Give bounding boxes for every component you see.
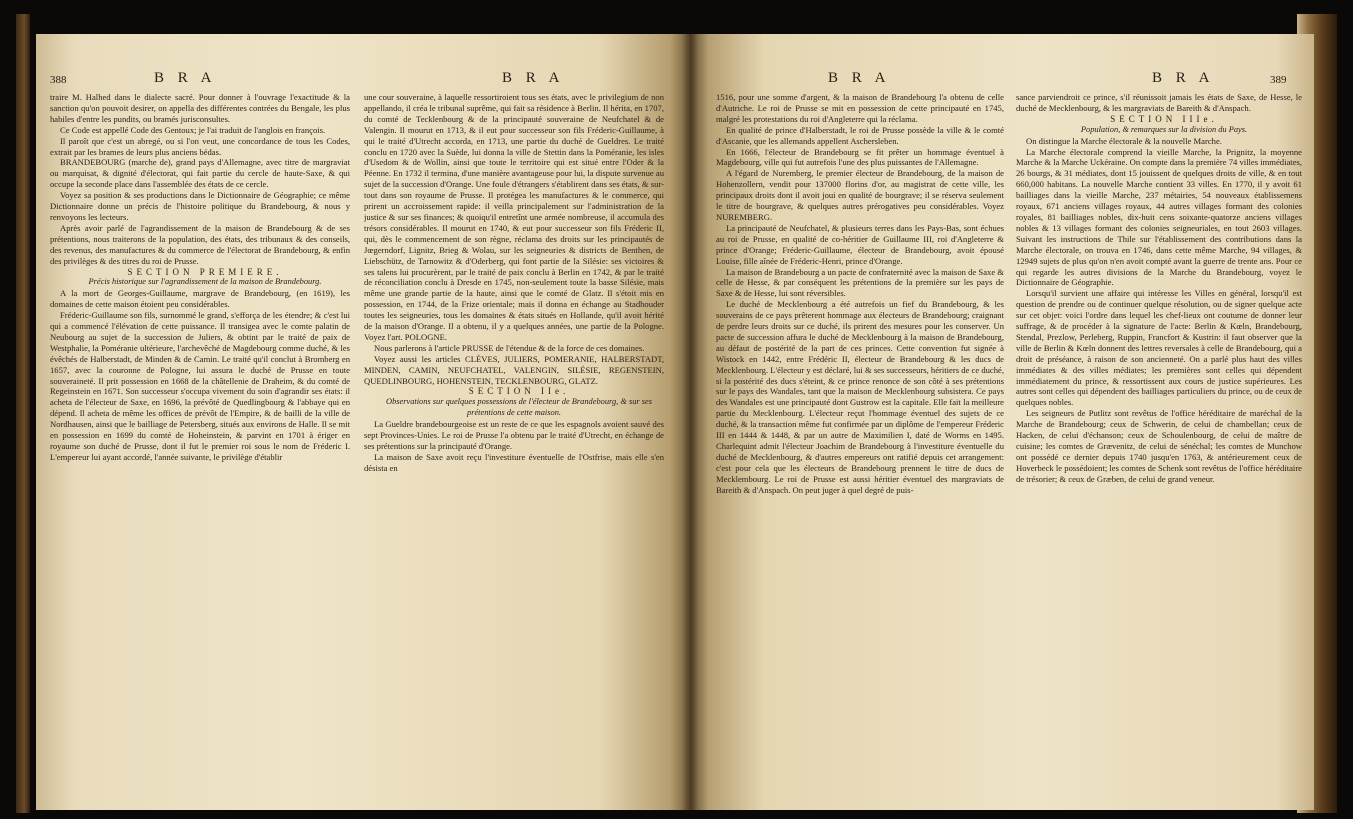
paragraph: Fréderic-Guillaume son fils, surnommé le grand, s'efforça de les étendre; & c'est lui qui a commencé l'élévation de cette puissance. Il transigea avec le comte palatin de Neubourg au sujet de la succession de Juliers, & obtint par le traité de paix de Westphalie, la Poméranie ultérieure, l'archevêché de Magdebourg comme duché, & les évêchés de Halberstadt, de Minden & de Camin. Le traité qu'il conclut à Bromberg en 1657, avec la couronne de Pologne, lui assura le duché de Prusse en toute souveraineté. Il prit possession en 1668 de la châtellenie de Draheim, & du comté de Regeinstein en 1671. Son successeur s'occupa vivement du soin d'agrandir ses états: il acheta de l'électeur de Saxe, en 1696, la prévôté de Quedlingbourg & l'abbaye qui en dépend. Il acheta de même les offices de prévôt de l'Empire, & de bailli de la ville de Nordhausen, ainsi que le bailliage de Petersberg, situés aux environs de Halle. Il se mit en possession en 1699 du comté de Hoheinstein, & parvint en 1701 à ériger en royaume son duché de Prusse, dont il fut le premier roi sous le nom de Fréderic I. L'empereur lui ayant accordé, l'année suivante, le privilège d'établir xyxy=(50,310,350,462)
page-number-left: 388 xyxy=(50,74,67,86)
left-page-column-1 xyxy=(50,92,350,810)
paragraph: Nous parlerons à l'article PRUSSE de l'étendue & de la force de ces domaines. xyxy=(374,342,645,353)
page-number-right: 389 xyxy=(1270,74,1287,86)
right-page-column-1 xyxy=(716,92,1004,810)
paragraph: Voyez aussi les articles CLÈVES, JULIERS, POMERANIE, HALBERSTADT, MINDEN, CAMIN, NEUFCHATEL, VALENGIN, SILÉSIE, REGENSTEIN, QUEDLINBOURG, HOHENSTEIN, TECKLENBOURG, GLATZ. xyxy=(364,353,664,386)
running-header-left-2: B R A xyxy=(502,70,565,86)
section-subtitle: Population, & remarques sur la division du Pays. xyxy=(1080,124,1248,134)
paragraph: La maison de Saxe avoit reçu l'investiture éventuelle de l'Ostfrise, mais elle s'en désista en xyxy=(364,451,664,473)
paragraph: Il paroît que c'est un abregé, ou si l'on veut, une concordance de tous les Codes, extrait par les brames de leurs plus anciens bédas. xyxy=(50,135,350,157)
section-title: SECTION IIIe. xyxy=(1110,113,1218,124)
paragraph: A la mort de Georges-Guillaume, margrave de Brandebourg, (en 1619), les domaines de cette maison étoient peu considérables. xyxy=(50,288,350,310)
paragraph: Les seigneurs de Putlitz sont revêtus de l'office héréditaire de maréchal de la Marche de Brandebourg; ceux de Schwerin, de celui de chambellan; ceux de Hacken, de celui d'échanson; ceux de Schoulenbourg, de celui de maître de cuisine; les comtes de Grævenitz, de celui de sénéchal; les comtes de Munchow ont possédé ce dernier depuis 1740 jusqu'en 1763, & antérieurement ceux de Hoverbeck le possédoient; les comtes de Schenk sont revêtus de l'office héréditaire de trésorier; & ceux de Græben, de celui de grand veneur. xyxy=(1016,408,1302,484)
section-subtitle: Précis historique sur l'agrandissement de la maison de Brandebourg. xyxy=(88,277,322,287)
book-cover-left-edge xyxy=(16,14,30,813)
paragraph: La principauté de Neufchatel, & plusieurs terres dans les Pays-Bas, sont échues au roi de Prusse, en qualité de co-héritier de Guillaume III, roi d'Angleterre & prince d'Orange; Fréderic-Guillaume, électeur de Brandebourg, avoit épousé Louise, fille aînée de Fréderic-Henri, prince d'Orange. xyxy=(716,222,1004,266)
running-header-left-1: B R A xyxy=(154,70,217,86)
paragraph: En qualité de prince d'Halberstadt, le roi de Prusse possède la ville & le comté d'Ascanie, que les allemands appellent Aschersleben. xyxy=(716,124,1004,146)
paragraph: Lorsqu'il survient une affaire qui intéresse les Villes en général, lorsqu'il est question de prendre ou de continuer quelque résolution, ou de signer quelque acte sur cet objet: voici l'ordre dans lequel les chef-lieux ont coutume de donner leur suffrage, & de procéder à la signature de l'acte: Berlin & Kœln, Brandebourg, Stendal, Prezlow, Perleberg, Ruppin, Francfort & Kustrin: il faut observer que la ville de Berlin & Kœln donnent des lettres reversales à celle de Brandebourg, qui a droit de préséance, à raison de son ancienneté. On a parlé plus haut des villes immédiates & des villes médiates; les premières sont celles qui dépendent immédiatement du prince, & ressortissent aux cours de justice supérieures. Les autres sont celles qui dépendent des bailliages particuliers du prince, ou de ceux de quelques nobles. xyxy=(1016,288,1302,408)
running-header-right-2: B R A xyxy=(1152,70,1215,86)
paragraph: On distingue la Marche électorale & la nouvelle Marche. xyxy=(1026,135,1222,146)
paragraph: Ce Code est appellé Code des Gentoux; je l'ai traduit de l'anglois en françois. xyxy=(60,124,326,135)
paragraph: A l'égard de Nuremberg, le premier électeur de Brandebourg, de la maison de Hohenzollern, vendit pour 137000 florins d'or, au magistrat de cette ville, les principaux droits dont il avoit joui en qualité de bourgrave; il se réserva seulement le titre de bourgrave, & quelques autres prérogatives peu considérables. Voyez NUREMBERG. xyxy=(716,168,1004,222)
paragraph: traire M. Halhed dans le dialecte sacré. Pour donner à l'ouvrage l'exactitude & la sanction qu'on pouvoit desirer, on appella des différentes contrées du Bengale, les plus habiles d'entre les pundits, ou bramés jurisconsultes. xyxy=(50,92,350,124)
book-gutter xyxy=(682,34,698,810)
left-page-column-2 xyxy=(364,92,664,810)
paragraph: Après avoir parlé de l'agrandissement de la maison de Brandebourg & de ses prétentions, nous traiterons de la population, des états, des tribunaux & des conseils, des revenus, des manufactures & du commerce de l'électorat de Brandebourg, & enfin des privilèges & des titres du roi de Prusse. xyxy=(50,222,350,266)
right-page-column-2 xyxy=(1016,92,1302,810)
section-title: SECTION PREMIERE. xyxy=(127,266,283,277)
paragraph: En 1666, l'électeur de Brandebourg se fit prêter un hommage éventuel à Magdebourg, ville qui fut autrefois l'une des plus puissantes de l'Allemagne. xyxy=(716,146,1004,168)
running-header-right-1: B R A xyxy=(828,70,891,86)
left-page xyxy=(36,34,690,810)
paragraph: La Gueldre brandebourgeoise est un reste de ce que les espagnols avoient sauvé des sept Provinces-Unies. Le roi de Prusse l'a obtenu par le traité d'Utrecht, en échange de ses prétentions sur la principauté d'Orange. xyxy=(364,419,664,451)
paragraph: 1516, pour une somme d'argent, & la maison de Brandebourg l'a obtenu de celle d'Autriche. Le roi de Prusse se mit en possession de cette principauté en 1745, malgré les protestations du roi d'Angleterre qui la réclama. xyxy=(716,92,1004,124)
paragraph: Voyez sa position & ses productions dans le Dictionnaire de Géographie; ce même Dictionnaire donne un précis de l'histoire politique du Brandebourg, & nous y renvoyons les lecteurs. xyxy=(50,190,350,222)
paragraph: La maison de Brandebourg a un pacte de confraternité avec la maison de Saxe & celle de Hesse, & par conséquent les prétentions de la première sur les pays de Saxe & de Hesse, lui sont réversibles. xyxy=(716,266,1004,299)
section-subtitle: Observations sur quelques possessions de l'électeur de Brandebourg, & sur ses prétentions de cette maison. xyxy=(386,397,652,418)
paragraph: une cour souveraine, à laquelle ressortiroient tous ses états, avec le privilegium de non appellando, il créa le tribunal suprême, qui fait sa résidence à Berlin. Il hérita, en 1707, du comté de Tecklenbourg & de la principauté souveraine de Neufchatel & de Valengin. Il mourut en 1713, & il eut pour successeur son fils Fréderic-Guillaume, à qui le traité d'Utrecht accorda, en 1713, une partie du duché de Gueldres. Le traité conclu en 1720 avec la Suède, lui donna la ville de Stettin dans la Poméranie, les isles d'Usedom & de Wollin, ainsi que toute le territoire qui est situé entre l'Oder & la Péenne. En 1732 il termina, d'une manière avantageuse pour lui, la dispute survenue au sujet de la succession d'Orange. Une foule d'étrangers s'établirent dans ses états, & sur-tout dans son royaume de Prusse. Il protégea les manufactures & le commerce, qui prirent un accroissement rapide: il veilla principalement sur l'administration de la justice & sur ses finances; & quoiqu'il entretînt une armée nombreuse, il accumula des trésors considérables. Il mourut en 1740, & eut pour successeur son fils Fréderic II, qui, dès le commencement de son règne, réclama des droits sur les principautés de Jœgerndorf, Lignitz, Brieg & Wolau, sur les seigneuries & districts de Benthen, de Liebschütz, de Tarnowitz & d'Oderberg, qui font partie de la Silésie: ses victoires & ses talens lui procurèrent, par le traité de paix conclu à Berlin en 1742, & par le traité de réconciliation conclu à Dresde en 1745, non-seulement toute la basse Silésie, mais même une grande partie de la haute, ainsi que le comté de Glatz. Il s'étoit mis en possession, en 1744, de la Frize orientale; mais il donna en échange au Stadhouder toutes les seigneuries, tous les domaines & états situés en Hollande, qu'il avoit hérité de la maison d'Orange. Il a obtenu, il y a quelques années, une partie de la Pologne. Voyez l'art. POLOGNE. xyxy=(364,92,664,342)
paragraph: sance parviendroit ce prince, s'il réunissoit jamais les états de Saxe, de Hesse, le duché de Mecklenbourg, & les margraviats de Bareith & d'Anspach. xyxy=(1016,92,1302,113)
paragraph: La Marche électorale comprend la vieille Marche, la Prignitz, la moyenne Marche & la Marche Uckéraine. On compte dans la première 74 villes immédiates, 26 bourgs, & 31 médiates, dont 15 jouissent de quelques droits de ville, & en tout 660,000 habitans. La nouvelle Marche contient 33 villes. En 1770, il y avoit 61 bailliages dans la vieille Marche, 237 métairies, 54 nouveaux établissemens royaux, 671 anciens villages royaux, 44 autres villages formant des colonies royales, 81 bailliages nobles, dix-huit cens soixante-quatorze anciens villages nobles & 13 villages formant des colonies seigneuriales, en tout 2603 villages. Suivant les instructions de Thile sur l'établissement des contributions dans la Marche électorale, on trouva en 1746, dans cette même Marche, 94 villages, & 12949 sujets de plus qu'on n'en avoit compté avant la guerre de trente ans. Pour ce qui regarde les autres divisions de la Marche du Brandebourg, voyez le Dictionnaire de Géographie. xyxy=(1016,146,1302,288)
paragraph: Le duché de Mecklenbourg a été autrefois un fief du Brandebourg, & les souverains de ce pays prêterent hommage aux électeurs de Brandebourg; craignant de perdre leurs droits sur ce duché, ils prirent des mesures pour les conserver. Un pacte de succession affura le duché de Mecklenbourg à la maison de Brandebourg, au défaut de postérité de la part de ces princes. Cette convention fut signée à Wistock en 1442, entre Frédéric II, électeur de Brandebourg & les ducs de Mecklenbourg. L'électeur y est déclaré, lui & ses successeurs, héritiers de ce duché, si la postérité des ducs s'éteint, & ce prince renonce de son côté à ses prétentions sur le pays des Wandales, tant que la maison de Mecklenbourg subsistera. Ce pays des Wandales est une principauté dont Gustrow est la capitale. Elle fait la meilleure partie du Mecklenbourg. L'électeur reçut l'hommage éventuel des sujets de ce duché, & la transaction même fut confirmée par un diplôme de l'empereur Fréderic III en 1444 & 1448, & par un autre de Maximilien I, daté de Worms en 1495. Charlequint admit l'électeur Joachim de Brandebourg à l'investiture éventuelle du duché de Mecklenbourg, & d'autres empereurs ont ratifié depuis cet arrangement: c'est pour cela que les électeurs de Brandebourg prennent le titre de ducs de Mecklembourg. Le roi de Prusse est aussi héritier éventuel des margraviats de Bareith & d'Anspach. On peut juger à quel degré de puis- xyxy=(716,299,1004,495)
section-title: SECTION IIe. xyxy=(468,386,570,397)
right-page xyxy=(690,34,1314,810)
paragraph: BRANDEBOURG (marche de), grand pays d'Allemagne, avec titre de margraviat ou marquisat, & dignité d'électorat, qui fait partie du cercle de haute-Saxe, & qui occupe la seconde place dans l'assemblée des états de ce cercle. xyxy=(50,157,350,190)
